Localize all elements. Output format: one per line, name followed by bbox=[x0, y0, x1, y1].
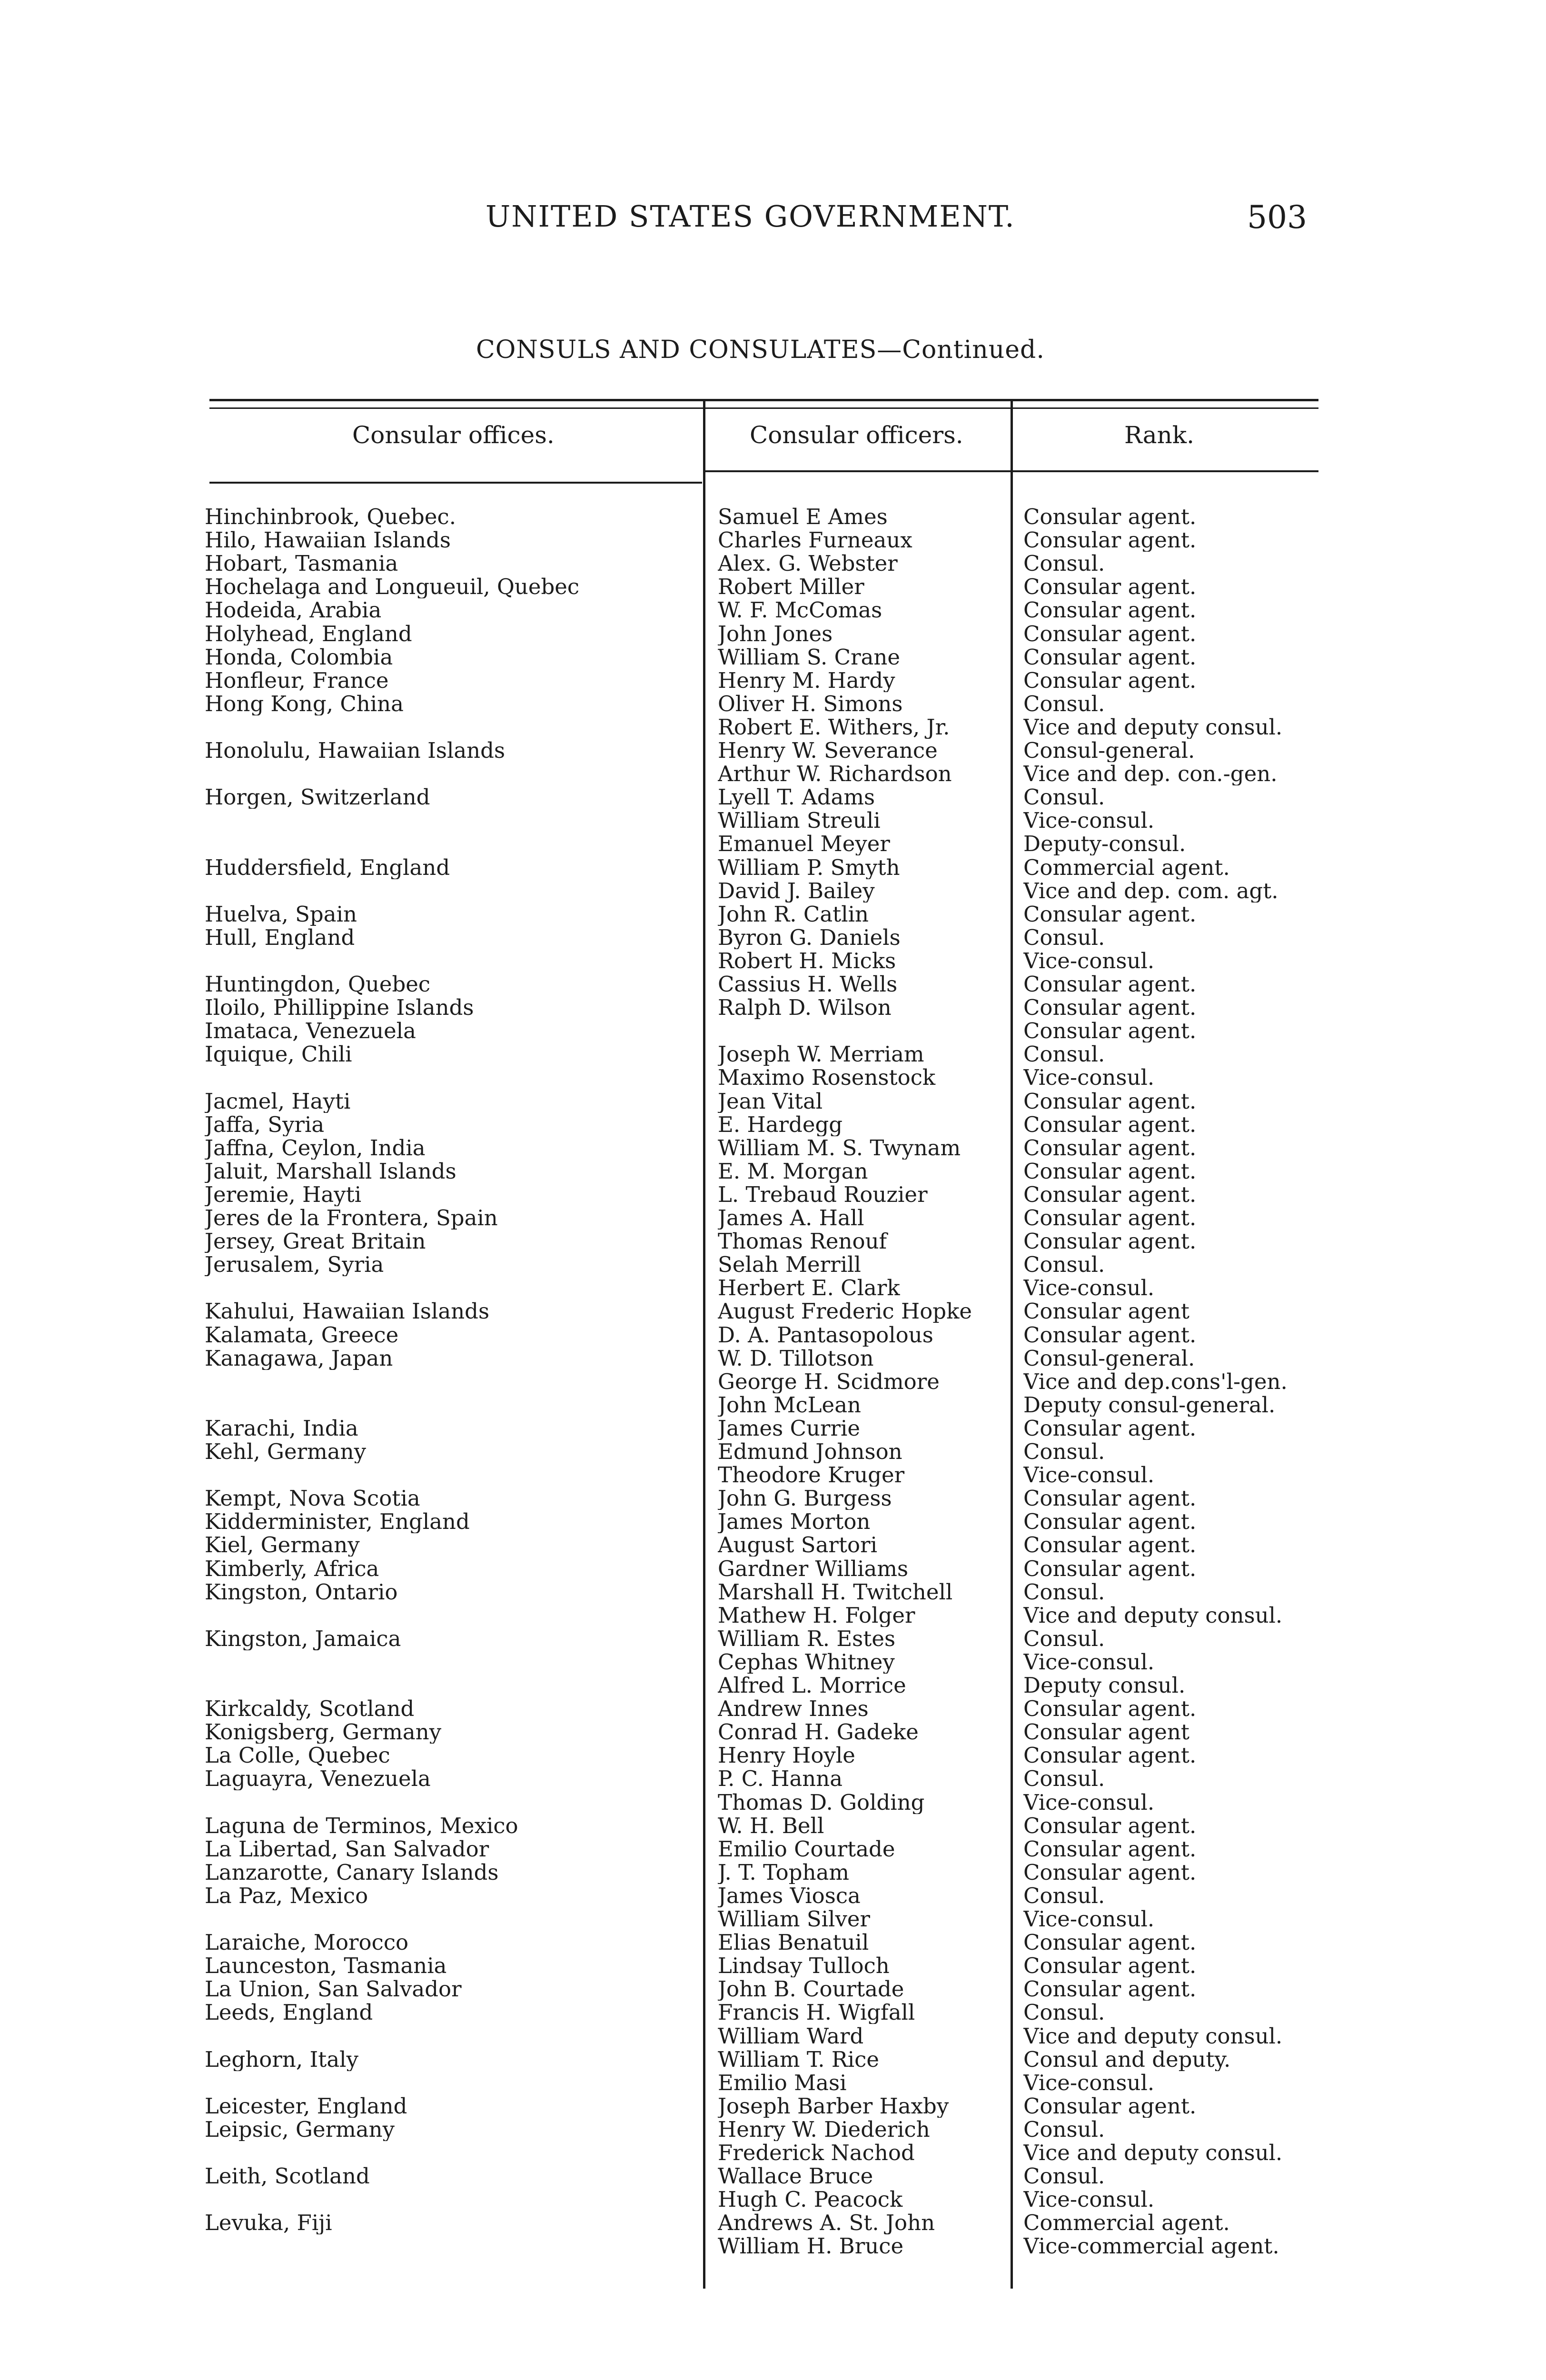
table-top-rule bbox=[209, 399, 1318, 401]
consular-office: Iloilo, Phillippine Islands bbox=[205, 996, 474, 1019]
consular-officer: William Silver bbox=[718, 1908, 871, 1931]
officer-rank: Consul. bbox=[1023, 1043, 1105, 1066]
consular-office: Kimberly, Africa bbox=[205, 1557, 379, 1580]
consular-office: Kirkcaldy, Scotland bbox=[205, 1697, 415, 1720]
officer-rank: Consular agent. bbox=[1023, 2095, 1197, 2118]
consular-office: La Libertad, San Salvador bbox=[205, 1838, 489, 1861]
officer-rank: Consular agent. bbox=[1023, 1534, 1197, 1557]
officer-rank: Consular agent. bbox=[1023, 1978, 1197, 2001]
consular-officer: L. Trebaud Rouzier bbox=[718, 1183, 928, 1206]
officer-rank: Vice-consul. bbox=[1023, 809, 1155, 832]
consular-officer: Emilio Courtade bbox=[718, 1838, 895, 1861]
officer-rank: Vice-consul. bbox=[1023, 1464, 1155, 1487]
officer-rank: Consular agent. bbox=[1023, 599, 1197, 622]
consular-officer: Ralph D. Wilson bbox=[718, 996, 892, 1019]
consular-office: Hilo, Hawaiian Islands bbox=[205, 529, 451, 552]
officer-rank: Consular agent. bbox=[1023, 1838, 1197, 1861]
officer-rank: Vice and dep.cons'l-gen. bbox=[1023, 1370, 1288, 1393]
consular-officer: Herbert E. Clark bbox=[718, 1277, 900, 1299]
consular-officer: Henry W. Diederich bbox=[718, 2118, 930, 2141]
officer-rank: Consul. bbox=[1023, 2165, 1105, 2188]
consular-office: Levuka, Fiji bbox=[205, 2211, 332, 2234]
consular-officer: Marshall H. Twitchell bbox=[718, 1581, 953, 1604]
consular-officer: John McLean bbox=[718, 1394, 862, 1417]
consular-office: La Paz, Mexico bbox=[205, 1884, 368, 1907]
consular-officer: Andrew Innes bbox=[718, 1697, 869, 1720]
officer-rank: Consul. bbox=[1023, 552, 1105, 575]
consular-officer: W. D. Tillotson bbox=[718, 1347, 874, 1370]
consular-officer: William Ward bbox=[718, 2025, 864, 2048]
consular-office: Hinchinbrook, Quebec. bbox=[205, 506, 456, 528]
officer-rank: Vice and deputy consul. bbox=[1023, 2025, 1283, 2048]
consular-officer: John R. Catlin bbox=[718, 903, 869, 926]
consular-officer: Henry W. Severance bbox=[718, 739, 938, 762]
consular-office: Laguayra, Venezuela bbox=[205, 1767, 431, 1790]
officer-rank: Consular agent. bbox=[1023, 1090, 1197, 1113]
officer-rank: Consular agent. bbox=[1023, 1324, 1197, 1347]
column-header-rank: Rank. bbox=[1124, 421, 1194, 449]
consular-officer: William T. Rice bbox=[718, 2048, 879, 2071]
consular-office: Honfleur, France bbox=[205, 669, 389, 692]
officer-rank: Vice and deputy consul. bbox=[1023, 2142, 1283, 2164]
consular-officer: Emanuel Meyer bbox=[718, 833, 890, 855]
officer-rank: Consul. bbox=[1023, 786, 1105, 809]
officer-rank: Vice-consul. bbox=[1023, 1908, 1155, 1931]
officer-rank: Consul. bbox=[1023, 1884, 1105, 1907]
officer-rank: Consular agent. bbox=[1023, 903, 1197, 926]
officer-rank: Consular agent bbox=[1023, 1300, 1189, 1323]
consular-officer: Oliver H. Simons bbox=[718, 693, 903, 715]
officer-rank: Consul. bbox=[1023, 1581, 1105, 1604]
officer-rank: Consular agent. bbox=[1023, 1417, 1197, 1440]
officer-rank: Consul. bbox=[1023, 1627, 1105, 1650]
officer-rank: Vice-consul. bbox=[1023, 1277, 1155, 1299]
officer-rank: Consular agent. bbox=[1023, 1697, 1197, 1720]
officer-rank: Commercial agent. bbox=[1023, 2211, 1230, 2234]
officer-rank: Consul. bbox=[1023, 693, 1105, 715]
consular-officer: George H. Scidmore bbox=[718, 1370, 940, 1393]
officer-rank: Vice-consul. bbox=[1023, 2188, 1155, 2211]
officer-rank: Consular agent. bbox=[1023, 1861, 1197, 1884]
consular-officer: Thomas D. Golding bbox=[718, 1791, 925, 1814]
consular-office: Hochelaga and Longueuil, Quebec bbox=[205, 575, 580, 598]
consular-officer: Theodore Kruger bbox=[718, 1464, 905, 1487]
consular-officer: James Viosca bbox=[718, 1884, 861, 1907]
consular-officer: W. H. Bell bbox=[718, 1815, 824, 1837]
consular-officer: Wallace Bruce bbox=[718, 2165, 873, 2188]
consular-officer: James Currie bbox=[718, 1417, 861, 1440]
consular-office: Kempt, Nova Scotia bbox=[205, 1487, 420, 1510]
consular-office: Leith, Scotland bbox=[205, 2165, 370, 2188]
consular-office: Kanagawa, Japan bbox=[205, 1347, 393, 1370]
consular-officer: Robert H. Micks bbox=[718, 950, 896, 972]
consular-officer: Joseph Barber Haxby bbox=[718, 2095, 949, 2118]
column-header-offices: Consular offices. bbox=[352, 421, 555, 449]
officer-rank: Vice-consul. bbox=[1023, 1651, 1155, 1674]
officer-rank: Consular agent. bbox=[1023, 575, 1197, 598]
officer-rank: Consular agent bbox=[1023, 1721, 1189, 1744]
consular-officer: David J. Bailey bbox=[718, 880, 875, 902]
consular-office: Kalamata, Greece bbox=[205, 1324, 399, 1347]
section-subtitle: CONSULS AND CONSULATES—Continued. bbox=[476, 336, 1045, 364]
consular-officer: William P. Smyth bbox=[718, 856, 900, 879]
consular-officer: James Morton bbox=[718, 1510, 871, 1533]
consular-officer: William H. Bruce bbox=[718, 2235, 904, 2258]
consular-officer: John Jones bbox=[718, 623, 833, 645]
consular-officer: Emilio Masi bbox=[718, 2072, 847, 2094]
consular-officer: Edmund Johnson bbox=[718, 1440, 902, 1463]
consular-officer: Cephas Whitney bbox=[718, 1651, 895, 1674]
officer-rank: Consul. bbox=[1023, 926, 1105, 949]
consular-officer: Andrews A. St. John bbox=[718, 2211, 935, 2234]
officer-rank: Consular agent. bbox=[1023, 1815, 1197, 1837]
consular-office: Hobart, Tasmania bbox=[205, 552, 398, 575]
consular-office: Horgen, Switzerland bbox=[205, 786, 430, 809]
consular-officer: J. T. Topham bbox=[718, 1861, 850, 1884]
consular-officer: John B. Courtade bbox=[718, 1978, 904, 2001]
officer-rank: Consul. bbox=[1023, 1767, 1105, 1790]
officer-rank: Vice and dep. con.-gen. bbox=[1023, 763, 1278, 785]
officer-rank: Consular agent. bbox=[1023, 1954, 1197, 1977]
officer-rank: Consul. bbox=[1023, 1253, 1105, 1276]
officer-rank: Vice-consul. bbox=[1023, 1066, 1155, 1089]
consular-officer: E. M. Morgan bbox=[718, 1160, 868, 1183]
consular-officer bbox=[718, 1020, 1013, 1042]
consular-officer: Elias Benatuil bbox=[718, 1931, 869, 1954]
consular-officer: Lindsay Tulloch bbox=[718, 1954, 890, 1977]
consular-office: Leghorn, Italy bbox=[205, 2048, 358, 2071]
consular-office: Kehl, Germany bbox=[205, 1440, 367, 1463]
consular-office: Konigsberg, Germany bbox=[205, 1721, 442, 1744]
consular-office: Kidderminister, England bbox=[205, 1510, 470, 1533]
column-header-officers: Consular officers. bbox=[750, 421, 963, 449]
consular-officer: D. A. Pantasopolous bbox=[718, 1324, 933, 1347]
officer-rank: Consul-general. bbox=[1023, 739, 1195, 762]
consular-office: Leeds, England bbox=[205, 2001, 373, 2024]
officer-rank: Deputy consul. bbox=[1023, 1674, 1186, 1697]
consular-officer: William R. Estes bbox=[718, 1627, 896, 1650]
consular-officer: Byron G. Daniels bbox=[718, 926, 901, 949]
officer-rank: Consular agent. bbox=[1023, 973, 1197, 996]
page-header-title: UNITED STATES GOVERNMENT. bbox=[486, 199, 1015, 234]
officer-rank: Consular agent. bbox=[1023, 1931, 1197, 1954]
consular-office: Hodeida, Arabia bbox=[205, 599, 382, 622]
consular-officer: Thomas Renouf bbox=[718, 1230, 887, 1253]
officer-rank: Consular agent. bbox=[1023, 1510, 1197, 1533]
consular-office: Honda, Colombia bbox=[205, 646, 393, 669]
consular-officer: Conrad H. Gadeke bbox=[718, 1721, 919, 1744]
consular-office: Laraiche, Morocco bbox=[205, 1931, 409, 1954]
officer-rank: Vice-consul. bbox=[1023, 1791, 1155, 1814]
consular-office: Jacmel, Hayti bbox=[205, 1090, 351, 1113]
consular-office: Karachi, India bbox=[205, 1417, 358, 1440]
page-number: 503 bbox=[1247, 199, 1307, 236]
consular-officer: Joseph W. Merriam bbox=[718, 1043, 924, 1066]
officer-rank: Commercial agent. bbox=[1023, 856, 1230, 879]
consular-office: Leicester, England bbox=[205, 2095, 407, 2118]
officer-rank: Consular agent. bbox=[1023, 1207, 1197, 1230]
consular-office: Kingston, Ontario bbox=[205, 1581, 398, 1604]
consular-officer: Cassius H. Wells bbox=[718, 973, 898, 996]
consular-office: Launceston, Tasmania bbox=[205, 1954, 447, 1977]
consular-office: Jeres de la Frontera, Spain bbox=[205, 1207, 498, 1230]
consular-officer: Samuel E Ames bbox=[718, 506, 888, 528]
officer-rank: Vice and dep. com. agt. bbox=[1023, 880, 1278, 902]
consular-officer: Francis H. Wigfall bbox=[718, 2001, 915, 2024]
consular-office: Jaluit, Marshall Islands bbox=[205, 1160, 456, 1183]
consular-office: Huelva, Spain bbox=[205, 903, 357, 926]
consular-office: Huntingdon, Quebec bbox=[205, 973, 431, 996]
consular-office: Jaffa, Syria bbox=[205, 1113, 325, 1136]
officer-rank: Vice-consul. bbox=[1023, 950, 1155, 972]
consular-officer: Mathew H. Folger bbox=[718, 1604, 915, 1627]
consular-office: Iquique, Chili bbox=[205, 1043, 352, 1066]
office-header-rule bbox=[209, 482, 702, 484]
consular-office: Hull, England bbox=[205, 926, 355, 949]
consular-office: Jerusalem, Syria bbox=[205, 1253, 384, 1276]
officer-rank: Vice and deputy consul. bbox=[1023, 1604, 1283, 1627]
consular-officer: Maximo Rosenstock bbox=[718, 1066, 936, 1089]
consular-officer: E. Hardegg bbox=[718, 1113, 843, 1136]
officer-rank: Vice-consul. bbox=[1023, 2072, 1155, 2094]
consular-office: Leipsic, Germany bbox=[205, 2118, 395, 2141]
consular-officer: William S. Crane bbox=[718, 646, 901, 669]
officer-rank: Consul-general. bbox=[1023, 1347, 1195, 1370]
consular-officer: James A. Hall bbox=[718, 1207, 864, 1230]
consular-office: Jersey, Great Britain bbox=[205, 1230, 426, 1253]
officer-rank: Consular agent. bbox=[1023, 1137, 1197, 1160]
officer-rank: Consular agent. bbox=[1023, 1160, 1197, 1183]
consular-office: Honolulu, Hawaiian Islands bbox=[205, 739, 505, 762]
officer-rank: Consular agent. bbox=[1023, 996, 1197, 1019]
consular-officer: Selah Merrill bbox=[718, 1253, 861, 1276]
consular-officer: Charles Furneaux bbox=[718, 529, 912, 552]
officer-rank: Consul and deputy. bbox=[1023, 2048, 1231, 2071]
consular-officer: Arthur W. Richardson bbox=[718, 763, 952, 785]
officer-rank: Consular agent. bbox=[1023, 506, 1197, 528]
consular-officer: John G. Burgess bbox=[718, 1487, 892, 1510]
consular-officer: Lyell T. Adams bbox=[718, 786, 875, 809]
officer-rank: Consular agent. bbox=[1023, 529, 1197, 552]
officer-rank: Consular agent. bbox=[1023, 623, 1197, 645]
consular-office: Laguna de Terminos, Mexico bbox=[205, 1815, 518, 1837]
consular-office: Jeremie, Hayti bbox=[205, 1183, 362, 1206]
consular-officer: Jean Vital bbox=[718, 1090, 823, 1113]
consular-officer: Robert E. Withers, Jr. bbox=[718, 716, 950, 739]
consular-officer: P. C. Hanna bbox=[718, 1767, 843, 1790]
consular-officer: Henry M. Hardy bbox=[718, 669, 895, 692]
consular-office: Kiel, Germany bbox=[205, 1534, 360, 1557]
consular-office: Hong Kong, China bbox=[205, 693, 404, 715]
officer-rank: Consular agent. bbox=[1023, 669, 1197, 692]
officer-rank: Vice and deputy consul. bbox=[1023, 716, 1283, 739]
officer-rank: Consular agent. bbox=[1023, 1020, 1197, 1042]
consular-officer: William M. S. Twynam bbox=[718, 1137, 961, 1160]
table-top-rule-second bbox=[209, 407, 1318, 409]
consular-officer: William Streuli bbox=[718, 809, 881, 832]
officer-rank: Consular agent. bbox=[1023, 1230, 1197, 1253]
consular-officer: Alfred L. Morrice bbox=[718, 1674, 906, 1697]
consular-office: Huddersfield, England bbox=[205, 856, 450, 879]
consular-office: La Union, San Salvador bbox=[205, 1978, 462, 2001]
officer-rank: Vice-commercial agent. bbox=[1023, 2235, 1279, 2258]
officer-rank: Consular agent. bbox=[1023, 1183, 1197, 1206]
officer-rank: Deputy consul-general. bbox=[1023, 1394, 1276, 1417]
column-divider-1 bbox=[703, 399, 705, 2289]
consular-officer: Robert Miller bbox=[718, 575, 864, 598]
officer-rank: Consul. bbox=[1023, 2001, 1105, 2024]
officer-rank: Consular agent. bbox=[1023, 1557, 1197, 1580]
consular-office: Lanzarotte, Canary Islands bbox=[205, 1861, 499, 1884]
consular-office: Kingston, Jamaica bbox=[205, 1627, 401, 1650]
consular-officer: Gardner Williams bbox=[718, 1557, 909, 1580]
consular-officer: August Frederic Hopke bbox=[718, 1300, 972, 1323]
officer-rank: Consular agent. bbox=[1023, 1744, 1197, 1767]
consular-office: Holyhead, England bbox=[205, 623, 412, 645]
consular-office: La Colle, Quebec bbox=[205, 1744, 390, 1767]
consular-office: Imataca, Venezuela bbox=[205, 1020, 416, 1042]
consular-office: Jaffna, Ceylon, India bbox=[205, 1137, 426, 1160]
officer-rank: Consul. bbox=[1023, 2118, 1105, 2141]
officer-rank: Consular agent. bbox=[1023, 1487, 1197, 1510]
consular-officer: August Sartori bbox=[718, 1534, 877, 1557]
consular-officer: Henry Hoyle bbox=[718, 1744, 855, 1767]
officer-rank: Consular agent. bbox=[1023, 646, 1197, 669]
consular-officer: Frederick Nachod bbox=[718, 2142, 915, 2164]
consular-officer: W. F. McComas bbox=[718, 599, 882, 622]
officer-rank: Consular agent. bbox=[1023, 1113, 1197, 1136]
officer-rank: Consul. bbox=[1023, 1440, 1105, 1463]
officer-rank: Deputy-consul. bbox=[1023, 833, 1186, 855]
consular-officer: Alex. G. Webster bbox=[718, 552, 898, 575]
consular-officer: Hugh C. Peacock bbox=[718, 2188, 903, 2211]
consular-office: Kahului, Hawaiian Islands bbox=[205, 1300, 490, 1323]
